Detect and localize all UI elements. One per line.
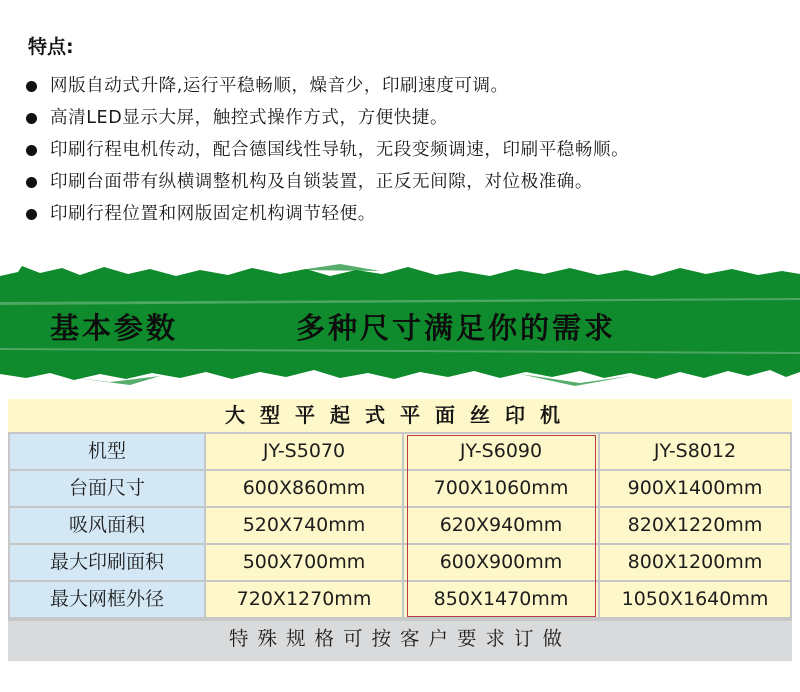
bullet-icon (26, 113, 37, 124)
feature-list (26, 70, 629, 230)
table-row (8, 471, 792, 508)
parameters-banner (0, 262, 800, 390)
table-header-row (8, 434, 792, 471)
bullet-icon (26, 209, 37, 220)
banner-right-text: 多种尺寸满足你的需求 (296, 311, 617, 345)
table-cell: 850X1470mm (404, 582, 598, 617)
bullet-icon (26, 177, 37, 188)
row-label: 最大网框外径 (10, 582, 204, 617)
spec-table-title: 大型平起式平面丝印机 (8, 399, 792, 434)
table-cell: 600X900mm (404, 545, 598, 580)
header-cell: JY-S6090 (404, 434, 598, 469)
row-label: 最大印刷面积 (10, 545, 204, 580)
table-cell: 900X1400mm (600, 471, 790, 506)
banner-left-text: 基本参数 (50, 311, 179, 345)
table-cell: 720X1270mm (206, 582, 402, 617)
spec-table-footer: 特殊规格可按客户要求订做 (8, 621, 792, 661)
table-cell: 700X1060mm (404, 471, 598, 506)
feature-text: 印刷台面带有纵横调整机构及自锁装置，正反无间隙，对位极准确。 (50, 172, 593, 192)
table-cell: 1050X1640mm (600, 582, 790, 617)
feature-item (26, 198, 629, 230)
table-row (8, 545, 792, 582)
table-cell: 520X740mm (206, 508, 402, 543)
table-cell: 500X700mm (206, 545, 402, 580)
spec-table (8, 399, 792, 661)
table-row (8, 508, 792, 545)
feature-item (26, 102, 629, 134)
feature-item (26, 166, 629, 198)
table-row (8, 582, 792, 619)
table-cell: 620X940mm (404, 508, 598, 543)
table-cell: 800X1200mm (600, 545, 790, 580)
row-label: 台面尺寸 (10, 471, 204, 506)
header-cell: JY-S5070 (206, 434, 402, 469)
table-cell: 600X860mm (206, 471, 402, 506)
feature-text: 印刷行程位置和网版固定机构调节轻便。 (50, 204, 376, 224)
bullet-icon (26, 145, 37, 156)
feature-item (26, 70, 629, 102)
feature-text: 印刷行程电机传动，配合德国线性导轨，无段变频调速，印刷平稳畅顺。 (50, 140, 630, 160)
table-cell: 820X1220mm (600, 508, 790, 543)
feature-text: 网版自动式升降,运行平稳畅顺，燥音少，印刷速度可调。 (50, 76, 509, 96)
bullet-icon (26, 81, 37, 92)
features-section (0, 0, 800, 262)
row-label: 吸风面积 (10, 508, 204, 543)
header-cell: JY-S8012 (600, 434, 790, 469)
feature-text: 高清LED显示大屏，触控式操作方式，方便快捷。 (50, 108, 449, 128)
feature-item (26, 134, 629, 166)
features-title: 特点: (28, 36, 74, 58)
header-cell-model: 机型 (10, 434, 204, 469)
